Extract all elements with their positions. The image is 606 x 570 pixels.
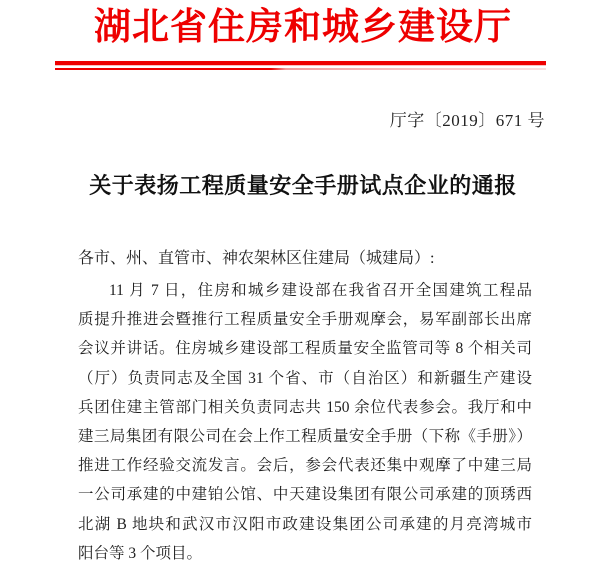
paragraph-line: 会议并讲话。住房城乡建设部工程质量安全监管司等 8 个相关司 — [78, 340, 532, 358]
paragraph-line: （厅）负责同志及全国 31 个省、市（自治区）和新疆生产建设 — [78, 369, 532, 387]
document-title: 关于表扬工程质量安全手册试点企业的通报 — [89, 173, 517, 198]
paragraph-line: 推进工作经验交流发言。会后，参会代表还集中观摩了中建三局 — [78, 457, 532, 475]
document-body — [78, 248, 532, 570]
salutation-line: 各市、州、直管市、神农架林区住建局（城建局）: — [78, 250, 435, 267]
document-number: 厅字〔2019〕671 号 — [389, 111, 545, 130]
paragraph-line: 兵团住建主管部门相关负责同志共 150 余位代表参会。我厅和中 — [78, 398, 532, 416]
agency-name-header: 湖北省住房和城乡建设厅 — [94, 7, 512, 48]
paragraph-line: 11 月 7 日，住房和城乡建设部在我省召开全国建筑工程品 — [109, 282, 532, 299]
paragraph-line: 北湖 B 地块和武汉市汉阳市政建设集团公司承建的月亮湾城市 — [78, 515, 532, 533]
paragraph-line: 建三局集团有限公司在会上作工程质量安全手册（下称《手册》） — [78, 427, 532, 445]
red-separator-line-thick — [55, 61, 546, 65]
paragraph-line: 质提升推进会暨推行工程质量安全手册观摩会，易军副部长出席 — [78, 311, 532, 329]
red-separator-line-thin — [55, 68, 546, 70]
paragraph-line: 阳台等 3 个项目。 — [78, 544, 203, 562]
paragraph-line: 一公司承建的中建铂公馆、中天建设集团有限公司承建的顶琇西 — [78, 486, 532, 504]
